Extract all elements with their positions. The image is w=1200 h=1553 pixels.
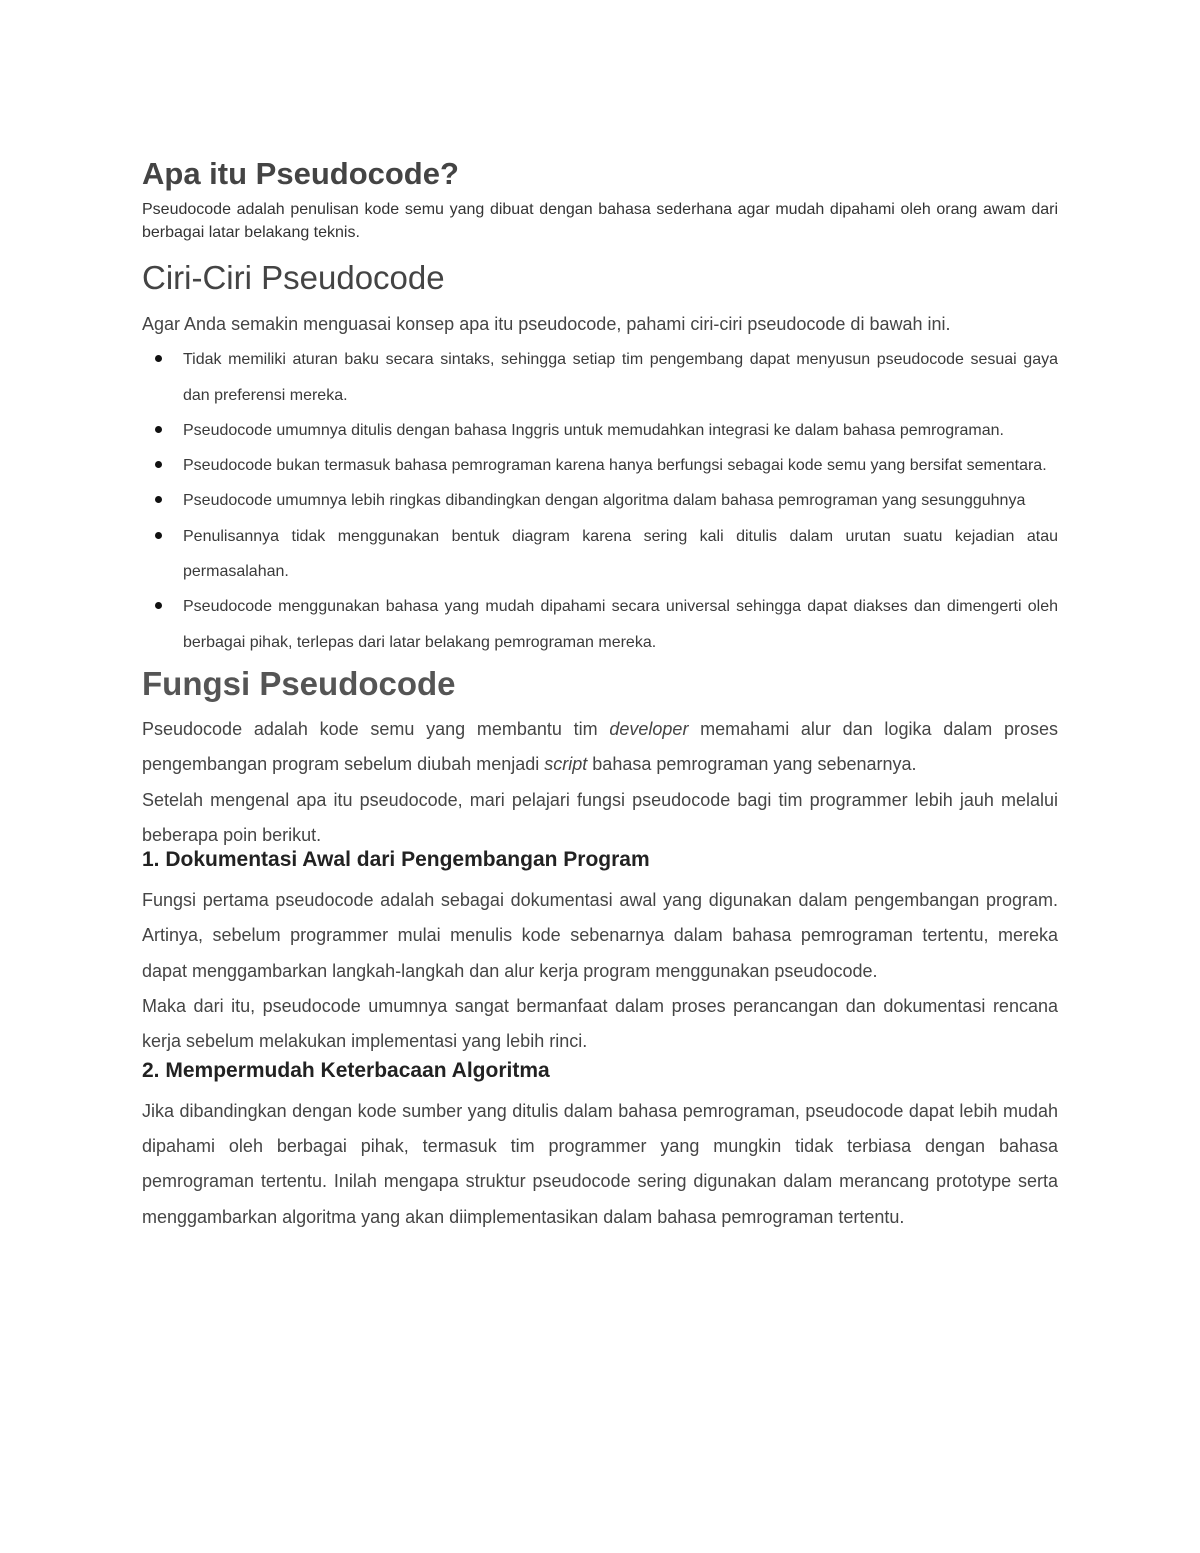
paragraph-ciri-intro: Agar Anda semakin menguasai konsep apa itu pseudocode, pahami ciri-ciri pseudocode di bawah ini.	[142, 314, 951, 334]
ciri-list	[142, 342, 1058, 660]
list-item-text: Pseudocode umumnya ditulis dengan bahasa Inggris untuk memudahkan integrasi ke dalam bahasa pemrograman.	[183, 421, 1004, 439]
heading-fungsi: Fungsi Pseudocode	[142, 664, 456, 702]
paragraph-dokumentasi-2: Maka dari itu, pseudocode umumnya sangat bermanfaat dalam proses perancangan dan dokumentasi rencana kerja sebelum melakukan implementasi yang lebih rinci.	[142, 996, 1058, 1052]
heading-ciri-ciri: Ciri-Ciri Pseudocode	[142, 259, 445, 296]
list-item-text: Pseudocode bukan termasuk bahasa pemrograman karena hanya berfungsi sebagai kode semu yang bersifat sementara.	[183, 457, 1047, 475]
italic-developer: developer	[609, 718, 689, 739]
document-page	[142, 150, 1058, 1235]
bullet-icon	[155, 602, 162, 609]
bullet-icon	[155, 426, 162, 433]
list-item	[142, 413, 1058, 448]
list-item-text: Tidak memiliki aturan baku secara sintaks, sehingga setiap tim pengembang dapat menyusun pseudocode sesuai gaya dan preferensi mereka.	[183, 351, 1058, 404]
text-run: Pseudocode adalah kode semu yang membantu tim	[142, 718, 610, 739]
italic-script: script	[544, 754, 588, 775]
paragraph-fungsi-2: Setelah mengenal apa itu pseudocode, mari pelajari fungsi pseudocode bagi tim programmer lebih jauh melalui beberapa poin berikut.	[142, 789, 1058, 845]
list-item	[142, 589, 1058, 660]
list-item-text: Pseudocode umumnya lebih ringkas dibandingkan dengan algoritma dalam bahasa pemrograman yang sesungguhnya	[183, 492, 1026, 510]
heading-dokumentasi-awal: 1. Dokumentasi Awal dari Pengembangan Program	[142, 848, 650, 872]
bullet-icon	[155, 461, 162, 468]
list-item	[142, 519, 1058, 590]
paragraph-dokumentasi-1: Fungsi pertama pseudocode adalah sebagai dokumentasi awal yang digunakan dalam pengembangan program. Artinya, sebelum programmer mulai menulis kode sebenarnya dalam bahasa pemrograman tertentu, mereka dapat menggambarkan langkah-langkah dan alur kerja program menggunakan pseudocode.	[142, 890, 1058, 981]
text-run: bahasa pemrograman yang sebenarnya.	[587, 754, 917, 775]
heading-apa-itu-pseudocode: Apa itu Pseudocode?	[142, 156, 459, 191]
bullet-icon	[155, 496, 162, 503]
paragraph-definition: Pseudocode adalah penulisan kode semu yang dibuat dengan bahasa sederhana agar mudah dipahami oleh orang awam dari berbagai latar belakang teknis.	[142, 201, 1058, 241]
paragraph-keterbacaan: Jika dibandingkan dengan kode sumber yang ditulis dalam bahasa pemrograman, pseudocode dapat lebih mudah dipahami oleh berbagai pihak, termasuk tim programmer yang mungkin tidak terbiasa dengan bahasa pemrograman tertentu. Inilah mengapa struktur pseudocode sering digunakan dalam merancang prototype serta menggambarkan algoritma yang akan diimplementasikan dalam bahasa pemrograman tertentu.	[142, 1100, 1058, 1227]
list-item-text: Penulisannya tidak menggunakan bentuk diagram karena sering kali ditulis dalam urutan suatu kejadian atau permasalahan.	[183, 527, 1058, 581]
paragraph-fungsi-1	[142, 712, 1058, 783]
text-run: memahami alur dan logika dalam proses pengembangan program sebelum diubah menjadi	[142, 718, 1058, 775]
bullet-icon	[155, 532, 162, 539]
list-item	[142, 483, 1058, 518]
list-item-text: Pseudocode menggunakan bahasa yang mudah dipahami secara universal sehingga dapat diakses dan dimengerti oleh berbagai pihak, terlepas dari latar belakang pemrograman mereka.	[183, 598, 1058, 651]
list-item	[142, 448, 1058, 483]
bullet-icon	[155, 355, 162, 362]
heading-keterbacaan: 2. Mempermudah Keterbacaan Algoritma	[142, 1058, 550, 1082]
list-item	[142, 342, 1058, 413]
